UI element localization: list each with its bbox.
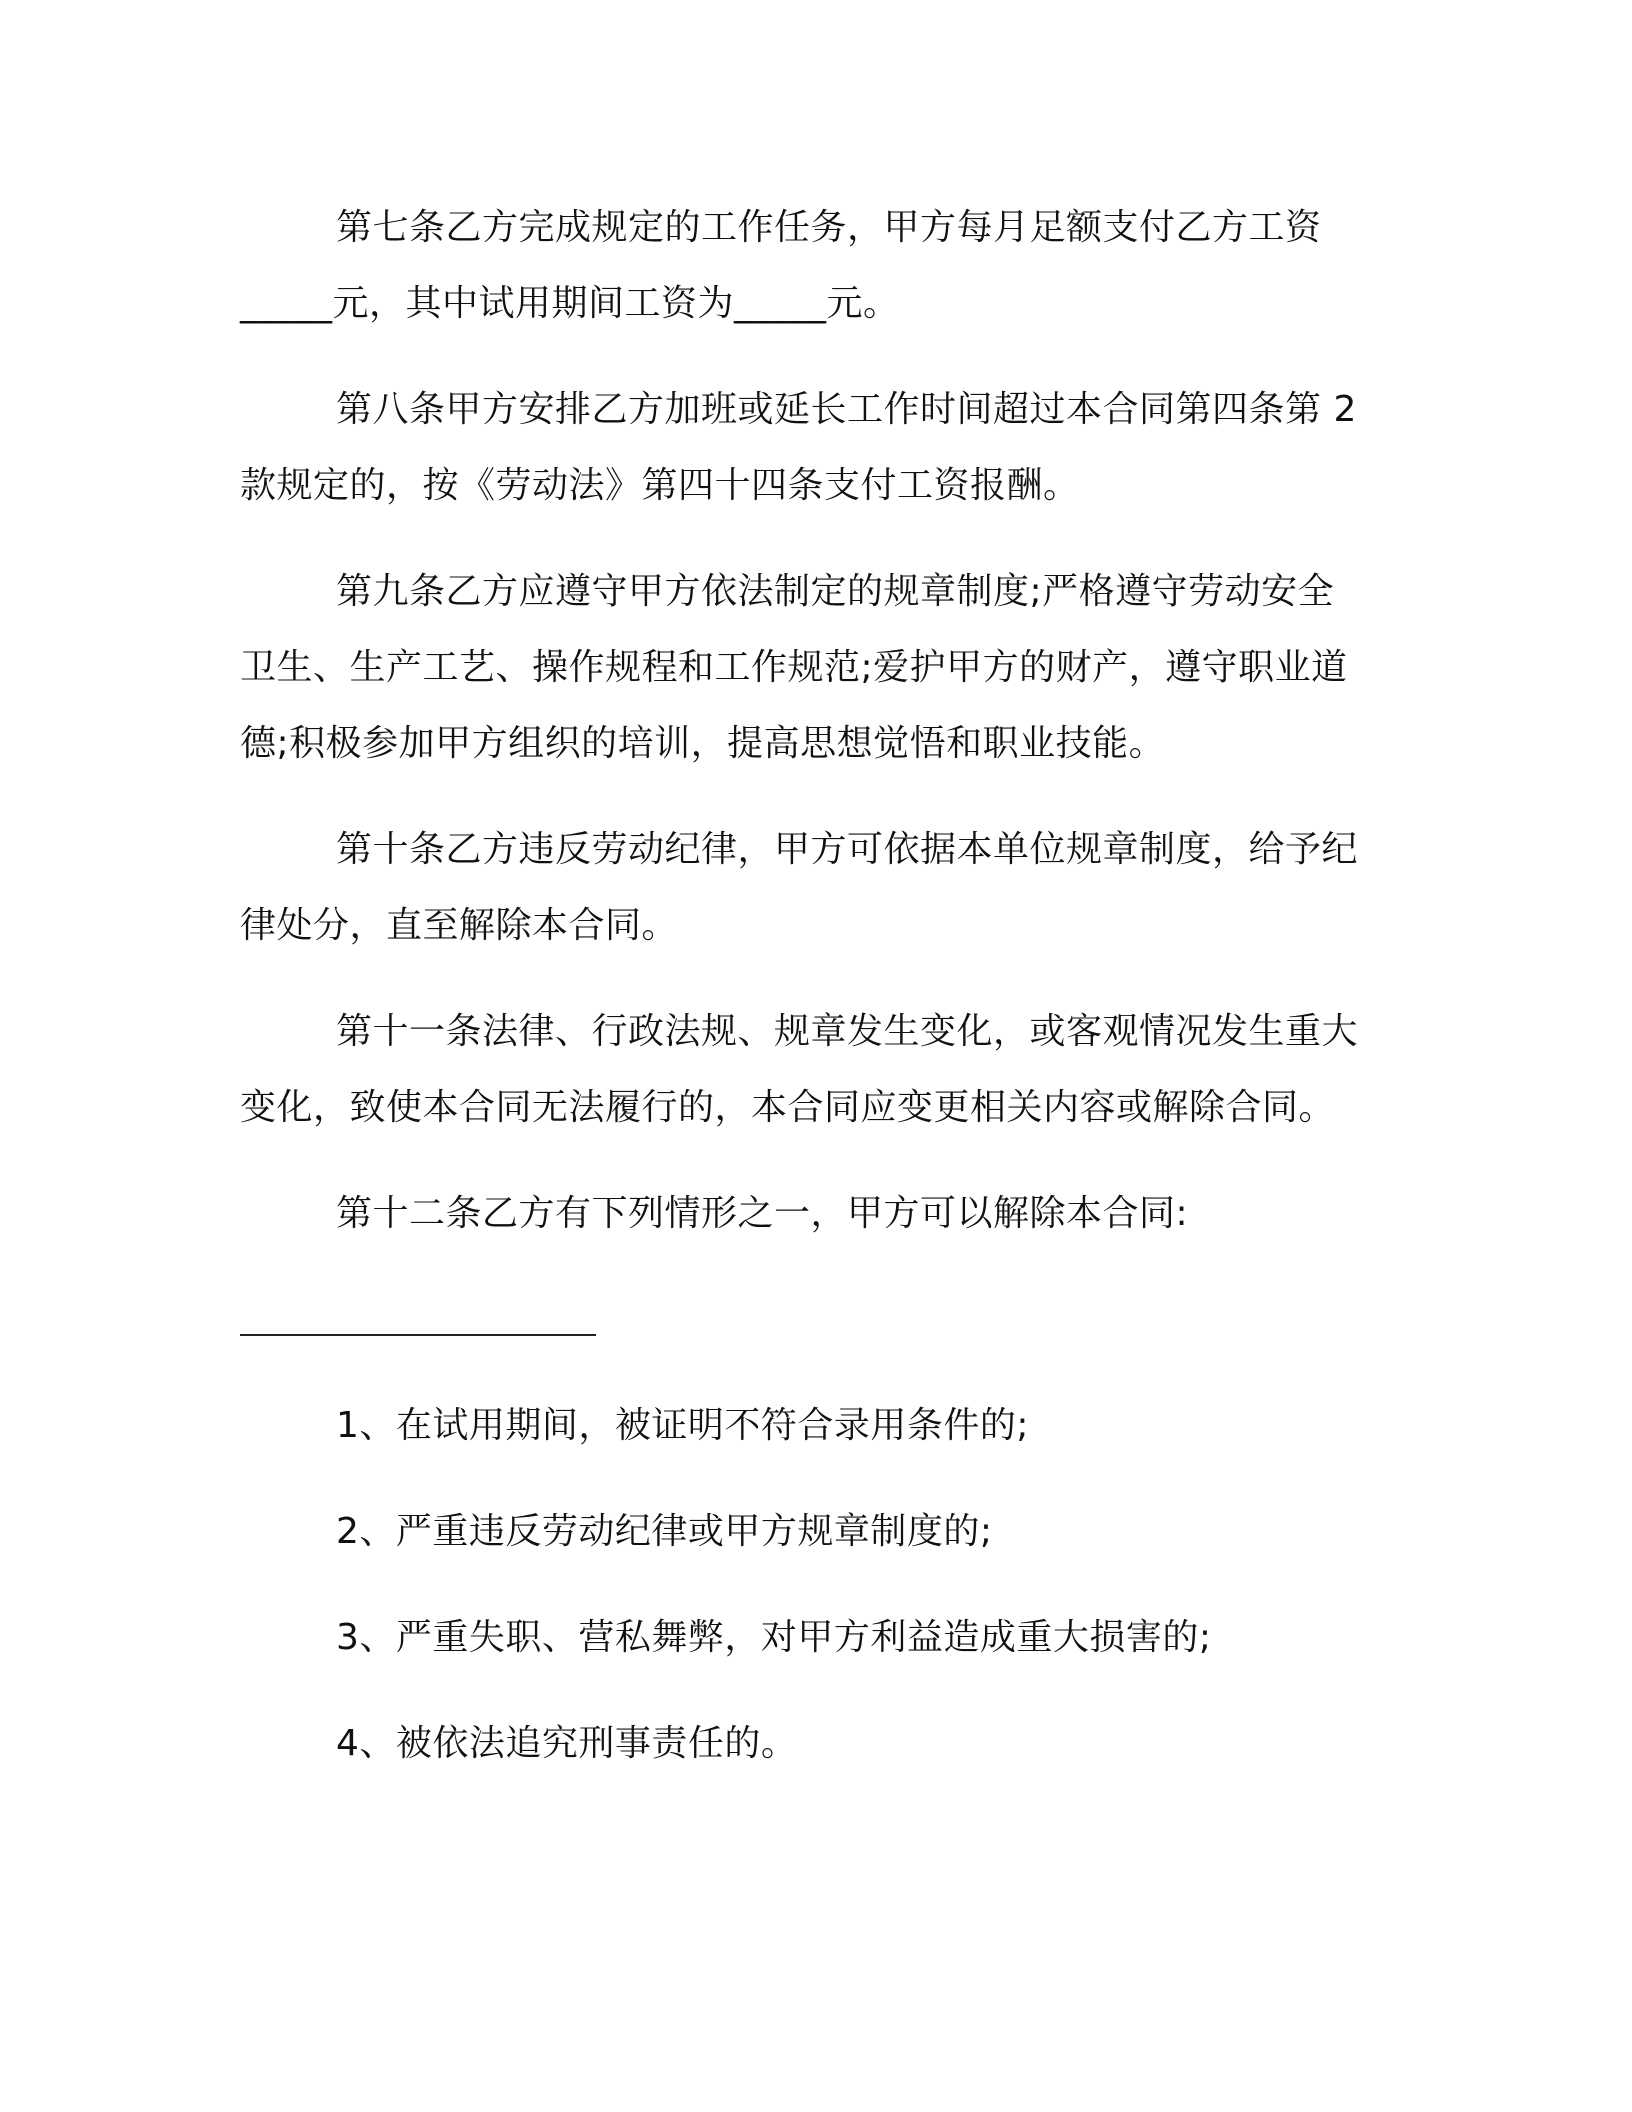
fill-in-blank <box>240 1282 1380 1358</box>
clause-10-line-1: 第十条乙方违反劳动纪律，甲方可依据本单位规章制度，给予纪 <box>336 829 1359 870</box>
clause-9 <box>240 554 1380 782</box>
clause-12-line-1: 第十二条乙方有下列情形之一，甲方可以解除本合同: <box>336 1193 1189 1234</box>
clause-9-line-1: 第九条乙方应遵守甲方依法制定的规章制度;严格遵守劳动安全 <box>336 571 1335 612</box>
clause-8-line-1: 第八条甲方安排乙方加班或延长工作时间超过本合同第四条第 2 <box>336 389 1357 430</box>
clause-7 <box>240 190 1380 342</box>
clause-11 <box>240 994 1380 1146</box>
clause-9-line-2: 卫生、生产工艺、操作规程和工作规范;爱护甲方的财产，遵守职业道 <box>240 647 1348 688</box>
clause-8-line-2: 款规定的，按《劳动法》第四十四条支付工资报酬。 <box>240 465 1080 506</box>
clause-11-line-2: 变化，致使本合同无法履行的，本合同应变更相关内容或解除合同。 <box>240 1087 1336 1128</box>
clause-9-line-3: 德;积极参加甲方组织的培训，提高思想觉悟和职业技能。 <box>240 723 1166 764</box>
clause-12 <box>240 1176 1380 1252</box>
document-page <box>240 190 1380 1812</box>
list-item-3: 3、严重失职、营私舞弊，对甲方利益造成重大损害的; <box>336 1617 1212 1658</box>
list-item-4: 4、被依法追究刑事责任的。 <box>336 1723 798 1764</box>
clause-10-line-2: 律处分，直至解除本合同。 <box>240 905 679 946</box>
clause-8 <box>240 372 1380 524</box>
fill-in-underline <box>240 1334 596 1336</box>
list-item-1: 1、在试用期间，被证明不符合录用条件的; <box>336 1405 1030 1446</box>
clause-11-line-1: 第十一条法律、行政法规、规章发生变化，或客观情况发生重大 <box>336 1011 1359 1052</box>
list-item-2: 2、严重违反劳动纪律或甲方规章制度的; <box>336 1511 993 1552</box>
clause-10 <box>240 812 1380 964</box>
clause-7-line-2: _____元，其中试用期间工资为_____元。 <box>240 283 900 324</box>
clause-7-line-1: 第七条乙方完成规定的工作任务，甲方每月足额支付乙方工资 <box>336 207 1322 248</box>
